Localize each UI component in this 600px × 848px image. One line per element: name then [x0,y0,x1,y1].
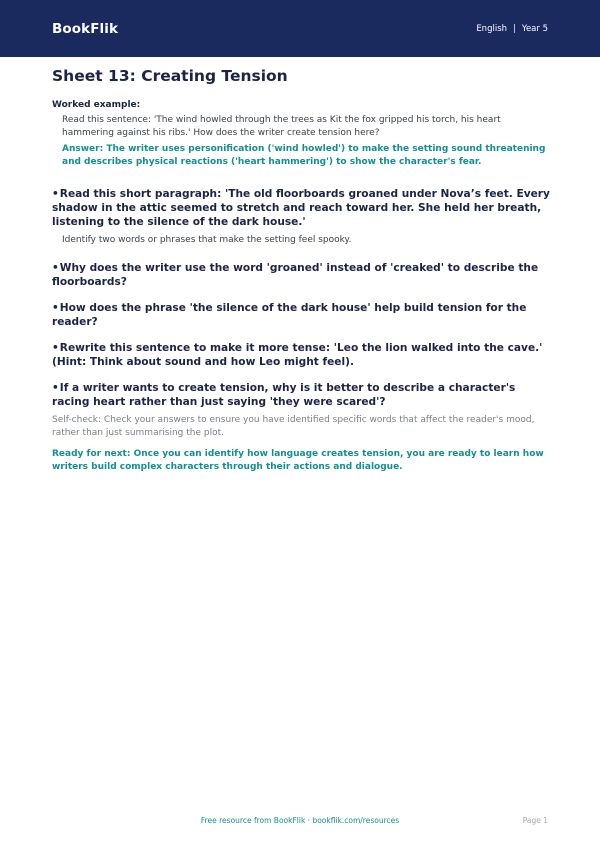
meta-separator: | [513,23,516,34]
question-4 [52,341,552,369]
footer-credit-link[interactable]: Free resource from BookFlik · bookflik.com/resources [200,816,400,825]
question-2 [52,261,552,289]
bullet: • [52,342,59,354]
question-text: If a writer wants to create tension, why is it better to describe a character's racing heart rather than just saying 'they were scared'? [52,382,516,408]
ready-for-next-note: Ready for next: Once you can identify how language creates tension, you are ready to learn how writers build complex characters through their actions and dialogue. [52,449,544,472]
self-check-note: Self-check: Check your answers to ensure you have identified specific words that affect the reader's mood, rather than just summarising the plot. [52,415,535,438]
question-1-instruction: Identify two words or phrases that make the setting feel spooky. [62,235,352,245]
question-1 [52,187,552,229]
bullet: • [52,262,59,274]
header-bar [0,0,600,57]
question-text: Why does the writer use the word 'groaned' instead of 'creaked' to describe the floorboards? [52,262,539,288]
year-label: Year 5 [521,23,548,34]
sheet-title: Sheet 13: Creating Tension [52,67,288,85]
question-text: Rewrite this sentence to make it more tense: 'Leo the lion walked into the cave.' (Hint: Think about sound and how Leo might feel). [52,342,543,368]
question-text: Read this short paragraph: 'The old floorboards groaned under Nova’s feet. Every shadow in the attic seemed to stretch and reach toward her. She held her breath, listening to the silence of the dark house.' [52,188,550,228]
worksheet-body [52,62,552,474]
header-meta [476,24,548,34]
question-5 [52,381,552,409]
bullet: • [52,188,59,200]
bullet: • [52,302,59,314]
page-number: Page 1 [522,816,548,825]
worked-example-answer: Answer: The writer uses personification ('wind howled') to make the setting sound threatening and describes physical reactions ('heart hammering') to show the character's fear. [62,144,546,167]
brand-logo-text: BookFlik [52,20,119,37]
subject-label: English [476,23,508,34]
footer [0,816,600,828]
worked-example-label: Worked example: [52,100,141,110]
bullet: • [52,382,59,394]
question-3 [52,301,552,329]
question-text: How does the phrase 'the silence of the dark house' help build tension for the reader? [52,302,527,328]
worked-example-text: Read this sentence: 'The wind howled through the trees as Kit the fox gripped his torch, his heart hammering against his ribs.' How does the writer create tension here? [62,115,501,138]
